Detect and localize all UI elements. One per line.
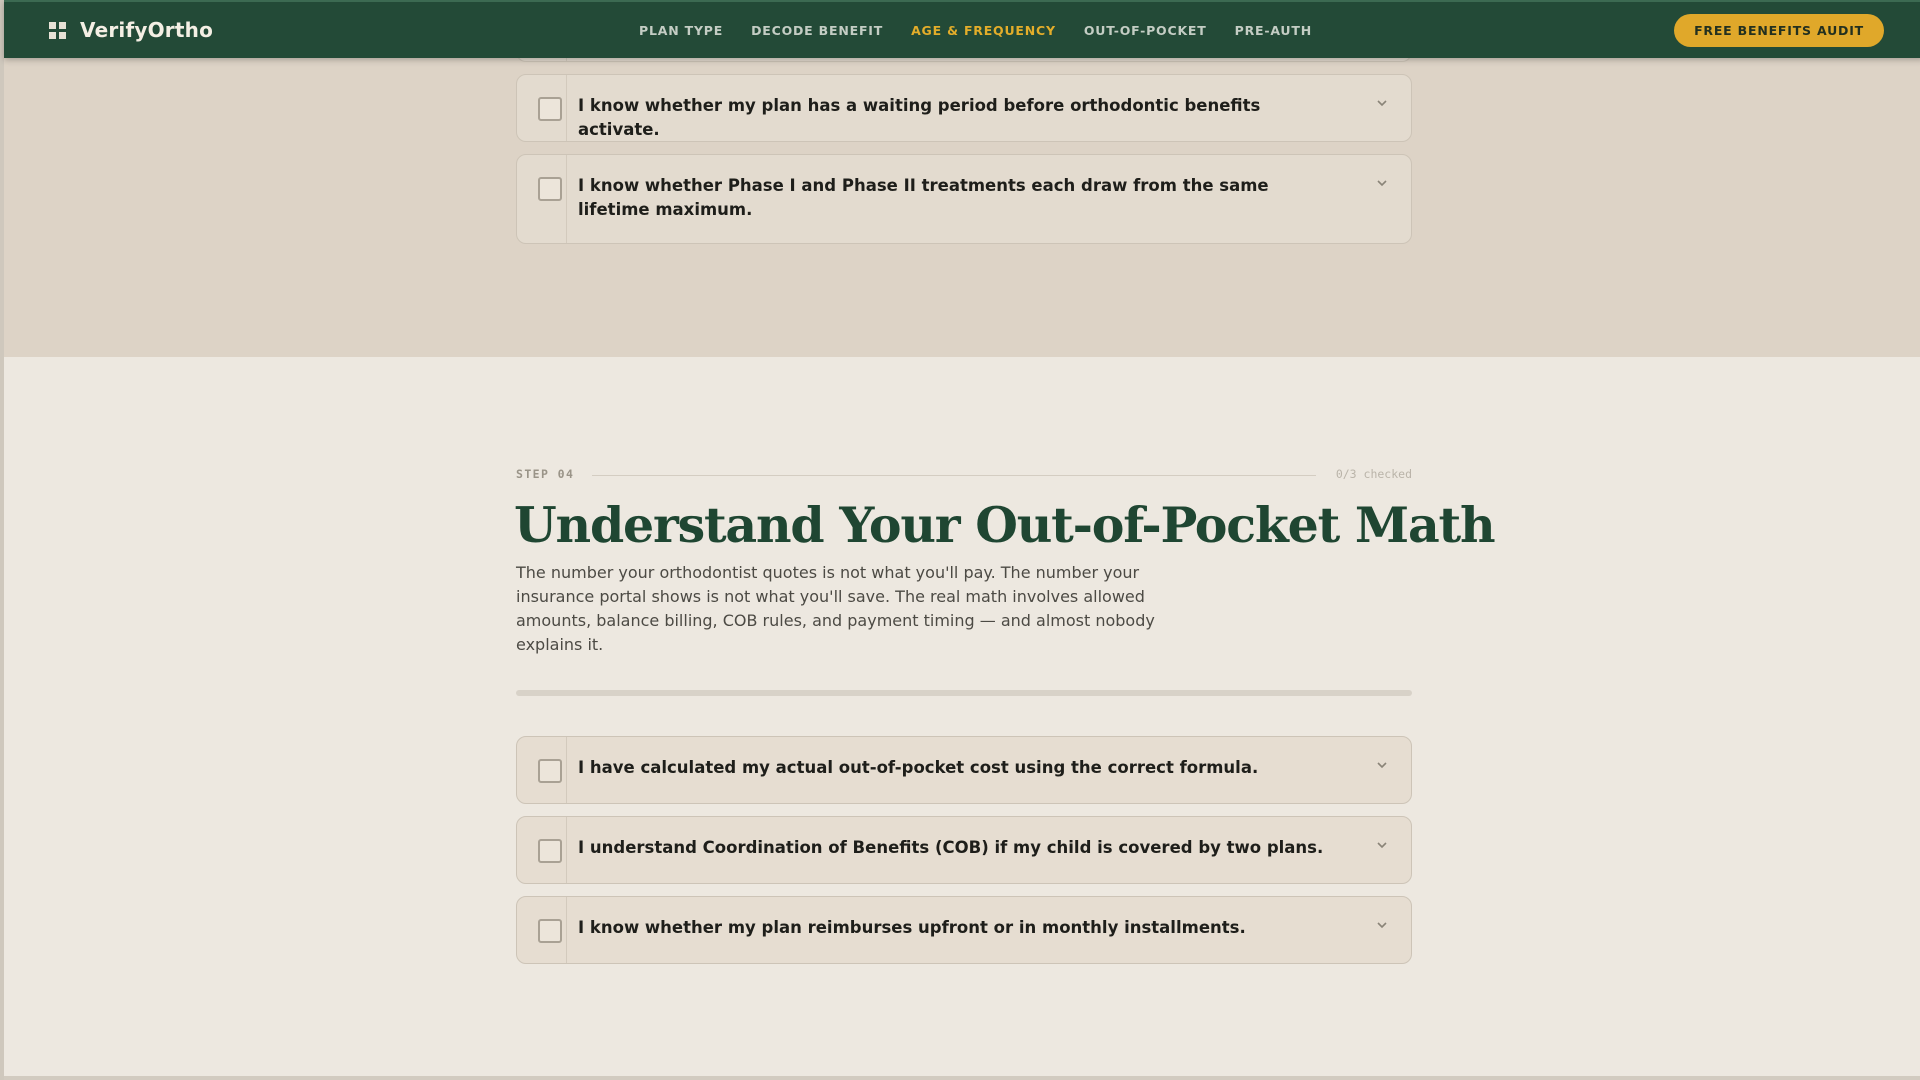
brand-name: VerifyOrtho (80, 18, 214, 42)
checklist-item-oop-formula[interactable] (516, 736, 1412, 804)
chevron-down-icon[interactable] (1375, 176, 1389, 190)
item-label: I have calculated my actual out-of-pocket cost using the correct formula. (578, 758, 1259, 777)
free-benefits-audit-button[interactable]: FREE BENEFITS AUDIT (1674, 14, 1884, 47)
page-bottom-edge (4, 1076, 1920, 1080)
item-checkbox[interactable] (538, 919, 562, 943)
card-divider (566, 155, 567, 243)
nav-link-decode-benefit[interactable]: DECODE BENEFIT (751, 22, 884, 38)
chevron-down-icon[interactable] (1375, 838, 1389, 852)
step-03-section (4, 58, 1920, 357)
section-title: Understand Your Out-of-Pocket Math (514, 496, 1495, 554)
item-label: I know whether my plan has a waiting period before orthodontic benefits activate. (578, 96, 1261, 139)
nav-link-age-frequency[interactable]: AGE & FREQUENCY (911, 22, 1056, 38)
nav-links (639, 2, 1340, 58)
nav-link-out-of-pocket[interactable]: OUT-OF-POCKET (1083, 22, 1207, 38)
card-divider (566, 817, 567, 883)
checklist-item-reimbursement[interactable] (516, 896, 1412, 964)
checked-count: 0/3 checked (1335, 467, 1412, 481)
logo-icon (49, 22, 66, 39)
item-label: I know whether Phase I and Phase II treatments each draw from the same lifetime maximum. (578, 176, 1269, 219)
nav-link-plan-type[interactable]: PLAN TYPE (639, 22, 724, 38)
brand[interactable] (49, 2, 213, 58)
checklist-item-cob[interactable] (516, 816, 1412, 884)
chevron-down-icon[interactable] (1375, 918, 1389, 932)
step-progress-bar (516, 690, 1412, 696)
item-checkbox[interactable] (538, 177, 562, 201)
nav-link-pre-auth[interactable]: PRE-AUTH (1234, 22, 1312, 38)
item-label: I understand Coordination of Benefits (COB) if my child is covered by two plans. (578, 838, 1324, 857)
chevron-down-icon[interactable] (1375, 758, 1389, 772)
checklist-item-waiting-period[interactable] (516, 74, 1412, 142)
step-divider (592, 475, 1316, 476)
item-label: I know whether my plan reimburses upfront or in monthly installments. (578, 918, 1246, 937)
checklist-item-phase-max[interactable] (516, 154, 1412, 244)
top-nav (4, 0, 1920, 58)
chevron-down-icon[interactable] (1375, 96, 1389, 110)
section-intro: The number your orthodontist quotes is not what you'll pay. The number your insurance portal shows is not what you'll save. The real math involves allowed amounts, balance billing, COB rules, and payment timing — and almost nobody explains it. (516, 563, 1155, 654)
item-checkbox[interactable] (538, 759, 562, 783)
card-divider (566, 75, 567, 141)
step-header (516, 467, 1412, 485)
item-checkbox[interactable] (538, 839, 562, 863)
step-label: STEP 04 (516, 467, 575, 481)
item-checkbox[interactable] (538, 97, 562, 121)
card-divider (566, 737, 567, 803)
card-divider (566, 897, 567, 963)
